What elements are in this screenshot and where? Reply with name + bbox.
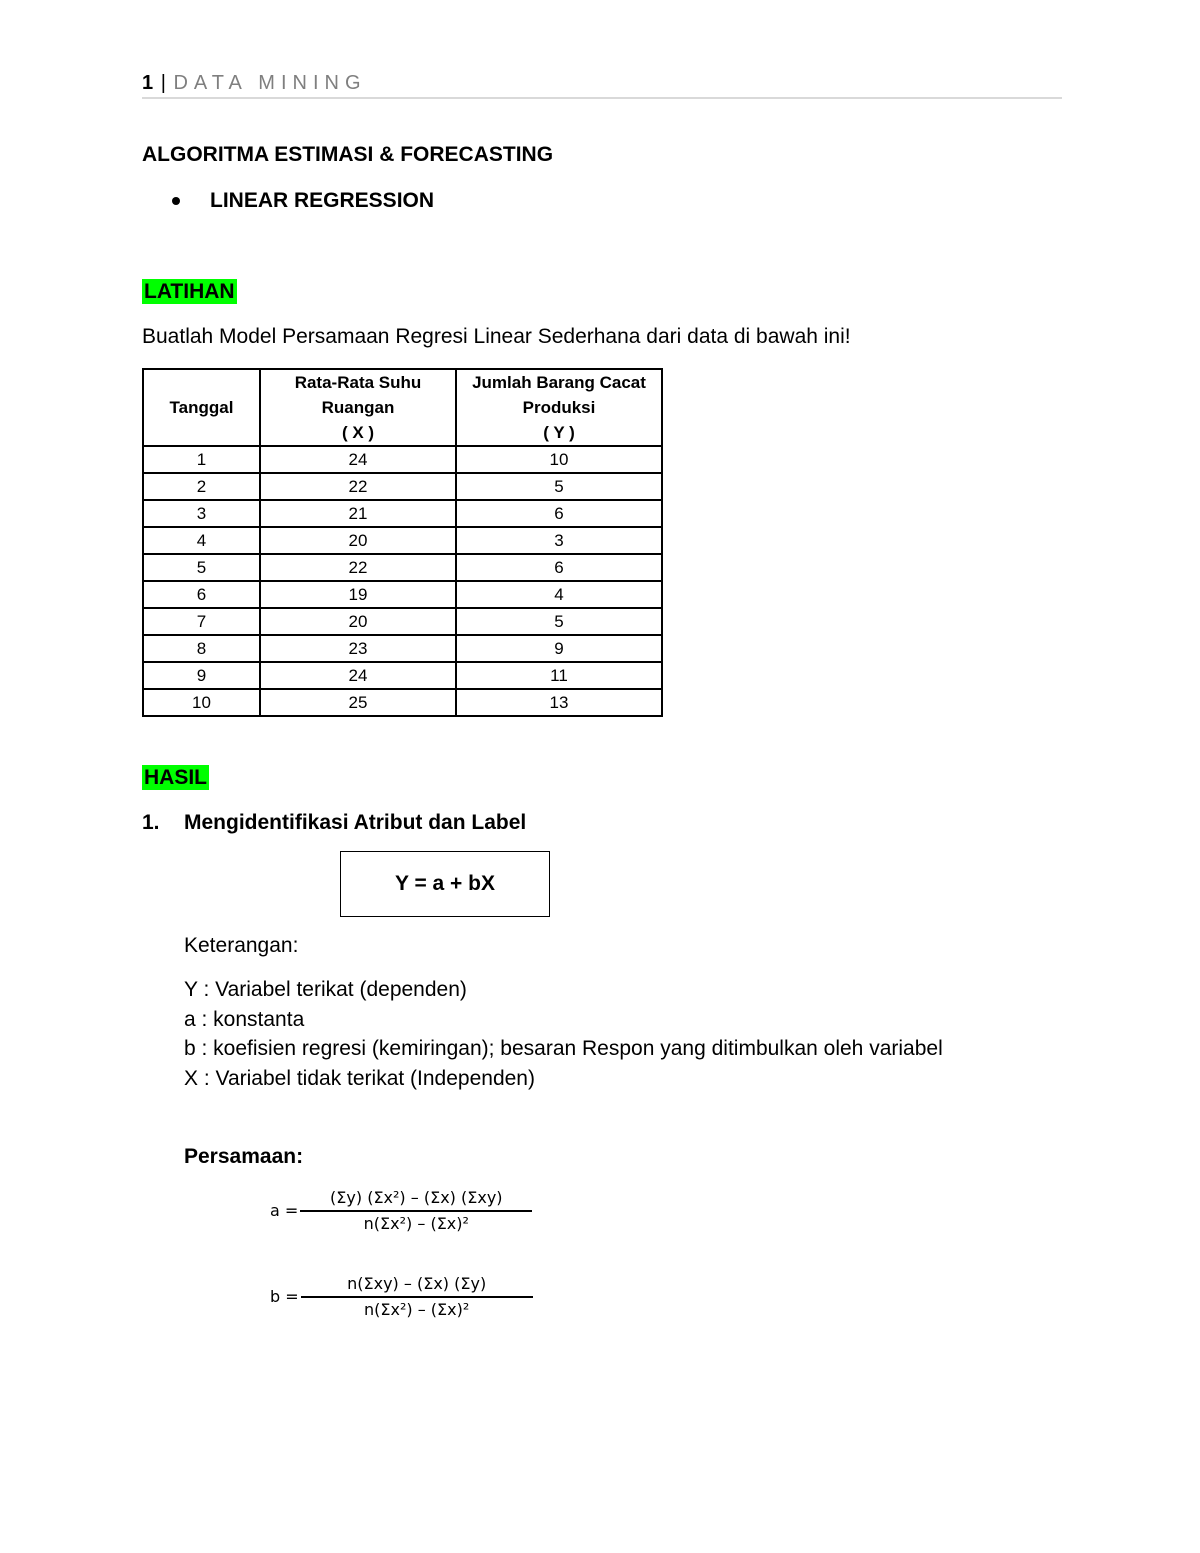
table-cell: 22 [260,473,456,500]
section-title: Mengidentifikasi Atribut dan Label [184,811,527,834]
latihan-instruction: Buatlah Model Persamaan Regresi Linear Sederhana dari data di bawah ini! [142,325,851,348]
table-cell: 5 [143,554,260,581]
table-cell: 24 [260,662,456,689]
data-table [142,368,663,717]
table-cell: 5 [456,473,662,500]
table-cell: 4 [143,527,260,554]
keterangan-item: a : konstanta [184,1007,305,1031]
page-number: 1 [142,72,154,94]
regression-formula-box [340,851,550,917]
table-cell: 13 [456,689,662,716]
table-cell: 5 [456,608,662,635]
header-separator: | [160,72,166,94]
equation-a [270,1188,532,1233]
header-line: Rata-Rata Suhu [294,373,422,392]
header-line: Jumlah Barang Cacat [472,373,646,392]
table-cell: 7 [143,608,260,635]
equation-lhs: b = [270,1287,299,1306]
table-row [143,689,662,716]
keterangan-item: b : koefisien regresi (kemiringan); besaran Respon yang ditimbulkan oleh variabel [184,1037,943,1060]
table-cell: 8 [143,635,260,662]
table-cell: 1 [143,446,260,473]
table-header-row [143,369,662,446]
table-cell: 24 [260,446,456,473]
header-line: ( X ) [341,423,375,442]
fraction-denominator: n(Σx²) – (Σx)² [364,1300,470,1319]
bullet-icon [172,197,180,205]
table-cell: 10 [143,689,260,716]
fraction-denominator: n(Σx²) – (Σx)² [363,1214,469,1233]
header-tanggal [143,369,260,446]
latihan-heading: LATIHAN [144,280,235,303]
table-cell: 22 [260,554,456,581]
table-cell: 9 [143,662,260,689]
document-title: ALGORITMA ESTIMASI & FORECASTING [142,143,554,166]
table-cell: 3 [143,500,260,527]
table-cell: 6 [456,554,662,581]
keterangan-item: Y : Variabel terikat (dependen) [184,978,467,1001]
header-line: Ruangan [321,398,395,417]
equation-lhs: a = [270,1201,299,1220]
table-row [143,473,662,500]
table-row [143,662,662,689]
section-number: 1. [142,811,160,834]
table-row [143,608,662,635]
table-row [143,554,662,581]
regression-formula: Y = a + bX [394,872,495,895]
keterangan-label: Keterangan: [184,934,299,957]
table-cell: 19 [260,581,456,608]
fraction-numerator: n(Σxy) – (Σx) (Σy) [301,1274,533,1298]
table-cell: 6 [456,500,662,527]
header-line: Produksi [522,398,596,417]
header-x [260,369,456,446]
persamaan-label: Persamaan: [184,1145,304,1168]
table-cell: 11 [456,662,662,689]
table-cell: 10 [456,446,662,473]
equation-b [270,1274,533,1319]
fraction-numerator: (Σy) (Σx²) – (Σx) (Σxy) [300,1188,532,1212]
table-cell: 21 [260,500,456,527]
table-row [143,500,662,527]
page-header [142,70,1062,99]
fraction [301,1274,533,1319]
keterangan-item: X : Variabel tidak terikat (Independen) [184,1066,535,1090]
table-cell: 20 [260,608,456,635]
bullet-label: LINEAR REGRESSION [210,189,435,212]
header-doc-title: DATA MINING [173,72,367,94]
fraction [300,1188,532,1233]
hasil-heading: HASIL [144,766,207,789]
header-line: ( Y ) [543,423,575,442]
table-cell: 6 [143,581,260,608]
table-cell: 4 [456,581,662,608]
header-line: Tanggal [169,398,234,417]
table-row [143,527,662,554]
table-cell: 20 [260,527,456,554]
table-row [143,446,662,473]
header-y [456,369,662,446]
keterangan-list [184,975,943,1093]
table-cell: 25 [260,689,456,716]
table-row [143,635,662,662]
table-cell: 2 [143,473,260,500]
table-cell: 3 [456,527,662,554]
table-row [143,581,662,608]
table-cell: 23 [260,635,456,662]
table-cell: 9 [456,635,662,662]
bullet-item [172,189,434,213]
